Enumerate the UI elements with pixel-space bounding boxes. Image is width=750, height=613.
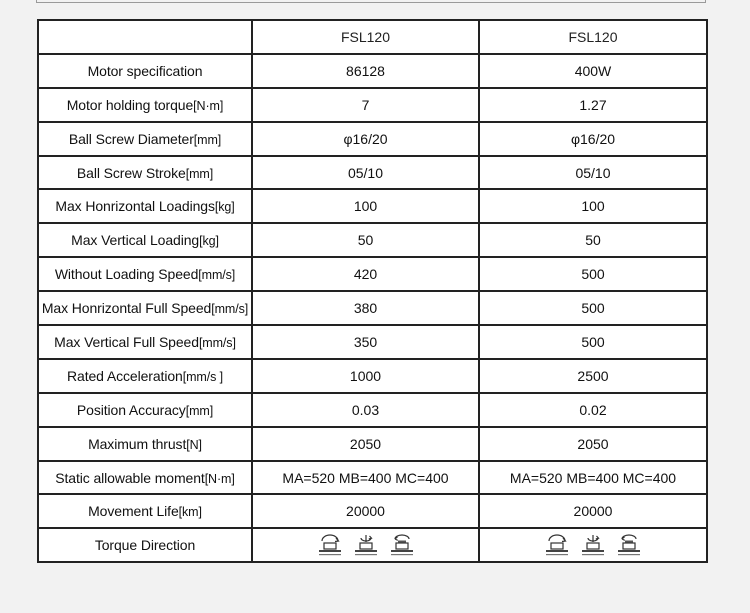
spec-unit: [mm] xyxy=(185,403,214,418)
spec-label: Movement Life xyxy=(88,503,179,520)
torque-direction-row xyxy=(38,528,707,562)
spec-value-1: MA=520 MB=400 MC=400 xyxy=(252,461,479,495)
spec-value-2: 400W xyxy=(479,54,707,88)
torque-ma-icon xyxy=(317,532,343,558)
spec-unit: [N·m] xyxy=(204,471,235,486)
spec-label-cell xyxy=(38,494,252,528)
spec-unit: [N] xyxy=(186,437,202,452)
spec-value-1: 20000 xyxy=(252,494,479,528)
spec-unit: [mm/s] xyxy=(198,268,236,283)
top-frame-border xyxy=(36,0,706,3)
spec-value-1: 50 xyxy=(252,223,479,257)
spec-value-2: 0.02 xyxy=(479,393,707,427)
spec-label: Max Honrizontal Full Speed xyxy=(41,300,212,317)
spec-value-1: 2050 xyxy=(252,427,479,461)
spec-label: Max Vertical Full Speed xyxy=(54,333,199,350)
spec-value-1: 380 xyxy=(252,291,479,325)
spec-value-2: 500 xyxy=(479,325,707,359)
spec-unit: [mm/s] xyxy=(198,335,236,350)
spec-label: Max Honrizontal Loadings xyxy=(55,198,215,215)
header-model-1: FSL120 xyxy=(252,20,479,54)
spec-value-2: 20000 xyxy=(479,494,707,528)
spec-row xyxy=(38,494,707,528)
spec-unit: [kg] xyxy=(199,234,219,249)
spec-value-1: φ16/20 xyxy=(252,122,479,156)
spec-value-1: 350 xyxy=(252,325,479,359)
spec-label-cell xyxy=(38,54,252,88)
spec-row xyxy=(38,223,707,257)
spec-value-2: MA=520 MB=400 MC=400 xyxy=(479,461,707,495)
spec-label-cell xyxy=(38,189,252,223)
spec-label-cell xyxy=(38,88,252,122)
spec-row xyxy=(38,359,707,393)
spec-row xyxy=(38,325,707,359)
spec-value-2: 50 xyxy=(479,223,707,257)
spec-label-cell xyxy=(38,325,252,359)
spec-value-1: 0.03 xyxy=(252,393,479,427)
spec-value-2: 2050 xyxy=(479,427,707,461)
spec-value-2: 500 xyxy=(479,257,707,291)
spec-label: Max Vertical Loading xyxy=(71,232,200,249)
spec-label: Position Accuracy xyxy=(76,401,186,418)
spec-row xyxy=(38,189,707,223)
spec-value-1: 7 xyxy=(252,88,479,122)
spec-unit: [N·m] xyxy=(193,98,224,113)
spec-value-2: φ16/20 xyxy=(479,122,707,156)
spec-row xyxy=(38,122,707,156)
spec-value-2: 2500 xyxy=(479,359,707,393)
spec-value-1: 420 xyxy=(252,257,479,291)
spec-label: Static allowable moment xyxy=(55,469,205,486)
spec-row xyxy=(38,427,707,461)
spec-row xyxy=(38,156,707,190)
spec-label: Motor specification xyxy=(87,62,203,79)
spec-label-cell xyxy=(38,427,252,461)
spec-unit: [mm] xyxy=(193,132,222,147)
torque-ma-icon xyxy=(544,532,570,558)
header-row xyxy=(38,20,707,54)
torque-icon-group xyxy=(544,530,642,558)
spec-label-cell xyxy=(38,359,252,393)
torque-direction-icons-2 xyxy=(479,528,707,562)
spec-row xyxy=(38,461,707,495)
header-empty-cell xyxy=(38,20,252,54)
spec-table xyxy=(37,19,708,563)
spec-label-cell xyxy=(38,122,252,156)
spec-label: Ball Screw Diameter xyxy=(68,130,194,147)
spec-unit: [mm/s ] xyxy=(182,369,223,384)
spec-value-2: 1.27 xyxy=(479,88,707,122)
torque-mc-icon xyxy=(389,532,415,558)
spec-row xyxy=(38,54,707,88)
spec-label: Ball Screw Stroke xyxy=(76,164,186,181)
spec-unit: [mm] xyxy=(185,166,214,181)
spec-label: Maximum thrust xyxy=(88,435,187,452)
spec-label: Without Loading Speed xyxy=(54,266,199,283)
spec-label-cell xyxy=(38,156,252,190)
torque-direction-label: Torque Direction xyxy=(38,528,252,562)
spec-value-1: 05/10 xyxy=(252,156,479,190)
spec-value-2: 500 xyxy=(479,291,707,325)
spec-unit: [kg] xyxy=(214,200,235,215)
spec-label-cell xyxy=(38,291,252,325)
spec-row xyxy=(38,257,707,291)
spec-label-cell xyxy=(38,257,252,291)
header-model-2: FSL120 xyxy=(479,20,707,54)
spec-label-cell xyxy=(38,393,252,427)
spec-label: Rated Acceleration xyxy=(67,367,183,384)
spec-value-2: 100 xyxy=(479,189,707,223)
spec-value-2: 05/10 xyxy=(479,156,707,190)
spec-value-1: 100 xyxy=(252,189,479,223)
torque-direction-icons-1 xyxy=(252,528,479,562)
spec-row xyxy=(38,393,707,427)
spec-row xyxy=(38,88,707,122)
torque-mb-icon xyxy=(353,532,379,558)
spec-label-cell xyxy=(38,461,252,495)
spec-value-1: 86128 xyxy=(252,54,479,88)
spec-unit: [mm/s] xyxy=(211,302,249,317)
torque-icon-group xyxy=(317,530,415,558)
spec-unit: [km] xyxy=(178,505,202,520)
spec-value-1: 1000 xyxy=(252,359,479,393)
spec-label: Motor holding torque xyxy=(66,96,194,113)
torque-mc-icon xyxy=(616,532,642,558)
spec-label-cell xyxy=(38,223,252,257)
torque-mb-icon xyxy=(580,532,606,558)
spec-row xyxy=(38,291,707,325)
